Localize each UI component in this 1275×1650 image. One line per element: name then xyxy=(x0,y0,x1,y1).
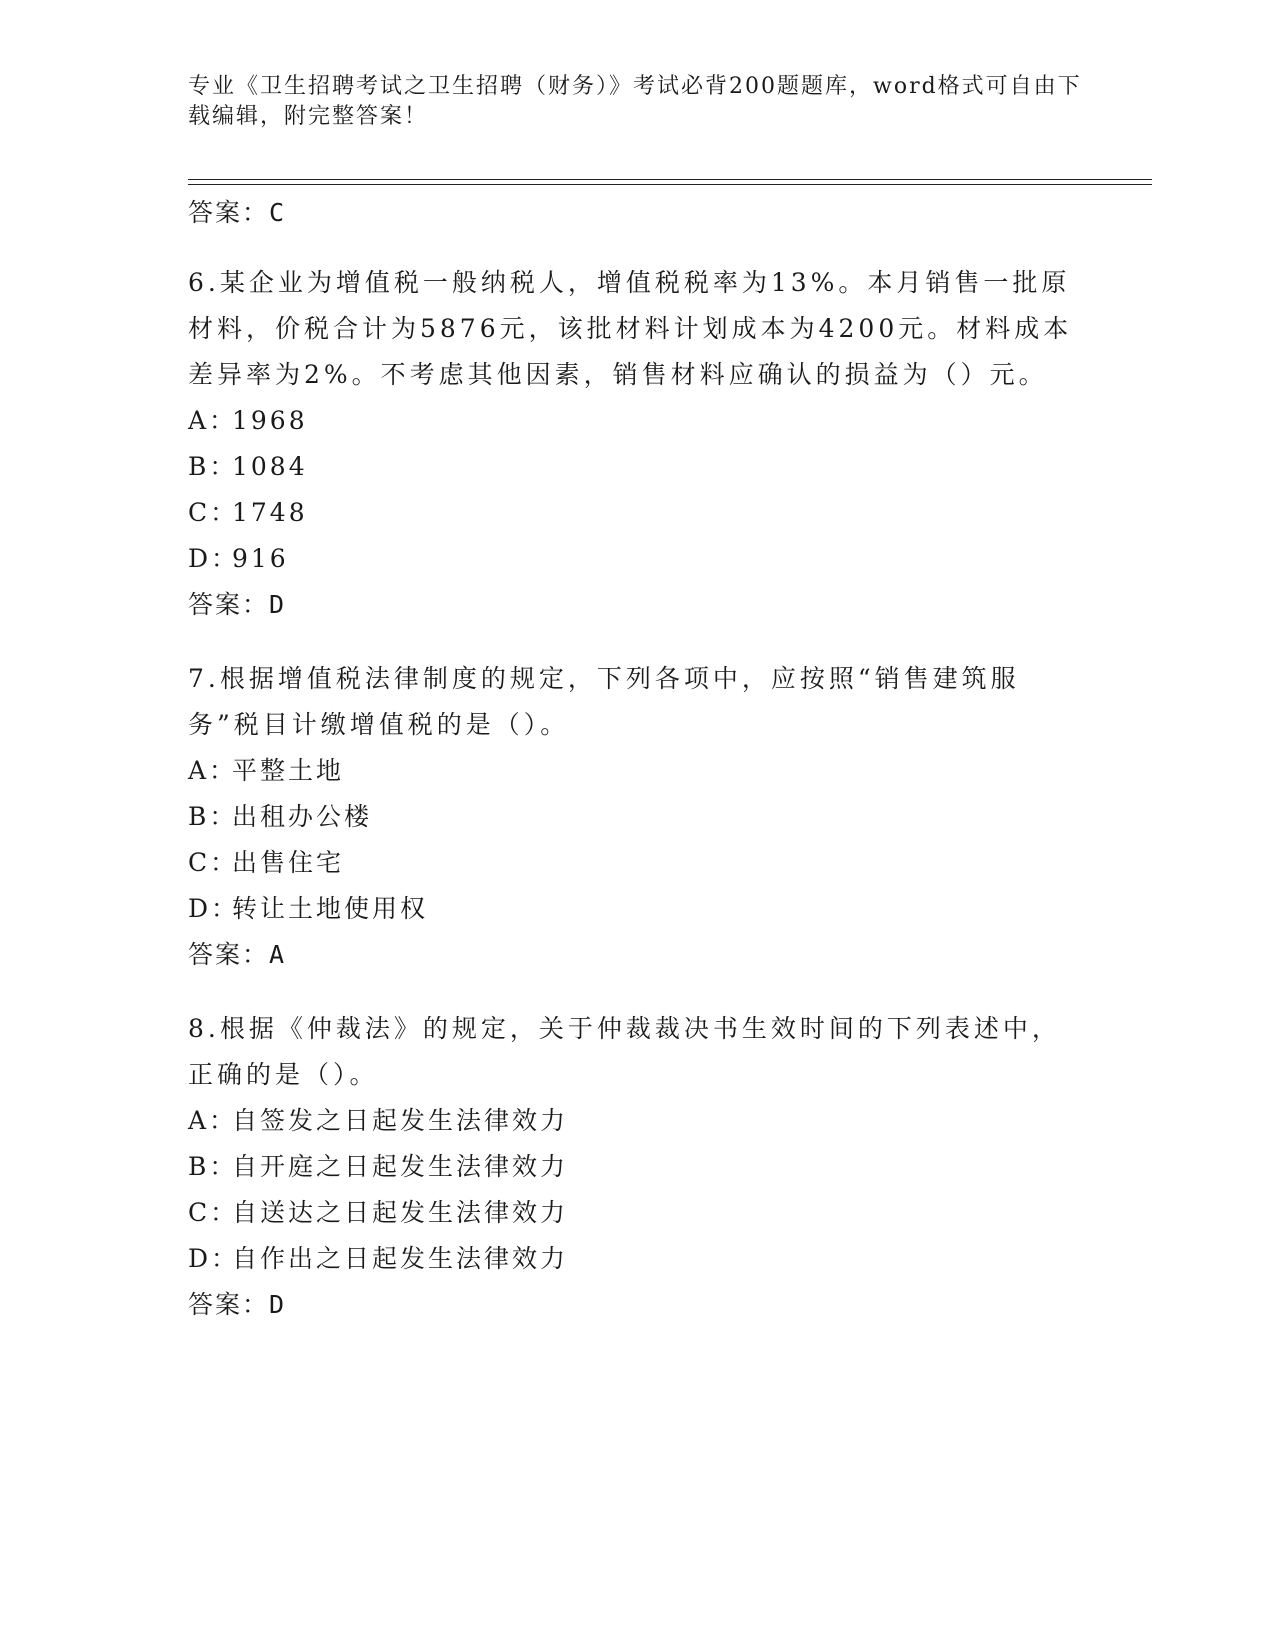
option-text: 916 xyxy=(232,544,289,573)
header-text: 专业《卫生招聘考试之卫生招聘（财务）》考试必背200题题库，word格式可自由下载编辑，附完整答案！ xyxy=(188,74,1082,129)
option-key: A： xyxy=(188,1106,238,1135)
option-text: 自签发之日起发生法律效力 xyxy=(232,1106,569,1135)
option-text: 平整土地 xyxy=(232,756,345,785)
option-text: 出租办公楼 xyxy=(232,802,373,831)
option-key: C： xyxy=(188,1198,239,1227)
question-8 xyxy=(188,1006,1088,1328)
question-text: 7.根据增值税法律制度的规定，下列各项中，应按照“销售建筑服务”税目计缴增值税的是（）。 xyxy=(188,664,1020,739)
option-key: B： xyxy=(188,802,238,831)
option-text: 1084 xyxy=(232,452,308,481)
option-key: D： xyxy=(188,544,240,573)
answer-line: 答案：A xyxy=(188,940,287,969)
option-d xyxy=(188,886,1088,932)
option-text: 出售住宅 xyxy=(232,848,345,877)
option-a xyxy=(188,748,1088,794)
option-text: 自开庭之日起发生法律效力 xyxy=(232,1152,569,1181)
option-a xyxy=(188,398,1088,444)
page-header xyxy=(188,72,1088,132)
question-6 xyxy=(188,260,1088,628)
option-c xyxy=(188,1190,1088,1236)
option-key: D： xyxy=(188,894,240,923)
option-d xyxy=(188,536,1088,582)
header-divider xyxy=(188,179,1152,180)
option-key: D： xyxy=(188,1244,240,1273)
answer-line: 答案：C xyxy=(188,198,287,227)
question-7 xyxy=(188,656,1088,978)
option-text: 转让土地使用权 xyxy=(232,894,429,923)
option-text: 自送达之日起发生法律效力 xyxy=(232,1198,569,1227)
option-key: A： xyxy=(188,406,238,435)
option-key: C： xyxy=(188,498,239,527)
option-text: 1748 xyxy=(232,498,308,527)
answer-line: 答案：D xyxy=(188,590,287,619)
option-d xyxy=(188,1236,1088,1282)
option-b xyxy=(188,444,1088,490)
option-a xyxy=(188,1098,1088,1144)
option-c xyxy=(188,490,1088,536)
document-body xyxy=(188,190,1088,1356)
question-text: 8.根据《仲裁法》的规定，关于仲裁裁决书生效时间的下列表述中，正确的是（）。 xyxy=(188,1014,1061,1089)
header-divider xyxy=(188,184,1152,185)
option-key: B： xyxy=(188,452,238,481)
option-key: B： xyxy=(188,1152,238,1181)
option-text: 1968 xyxy=(232,406,308,435)
option-c xyxy=(188,840,1088,886)
option-b xyxy=(188,1144,1088,1190)
answer-line: 答案：D xyxy=(188,1290,287,1319)
option-key: C： xyxy=(188,848,239,877)
option-b xyxy=(188,794,1088,840)
option-key: A： xyxy=(188,756,238,785)
question-text: 6.某企业为增值税一般纳税人，增值税税率为13%。本月销售一批原材料，价税合计为5876元，该批材料计划成本为4200元。材料成本差异率为2%。不考虑其他因素，销售材料应确认的损益为（）元。 xyxy=(188,268,1073,389)
option-text: 自作出之日起发生法律效力 xyxy=(232,1244,569,1273)
